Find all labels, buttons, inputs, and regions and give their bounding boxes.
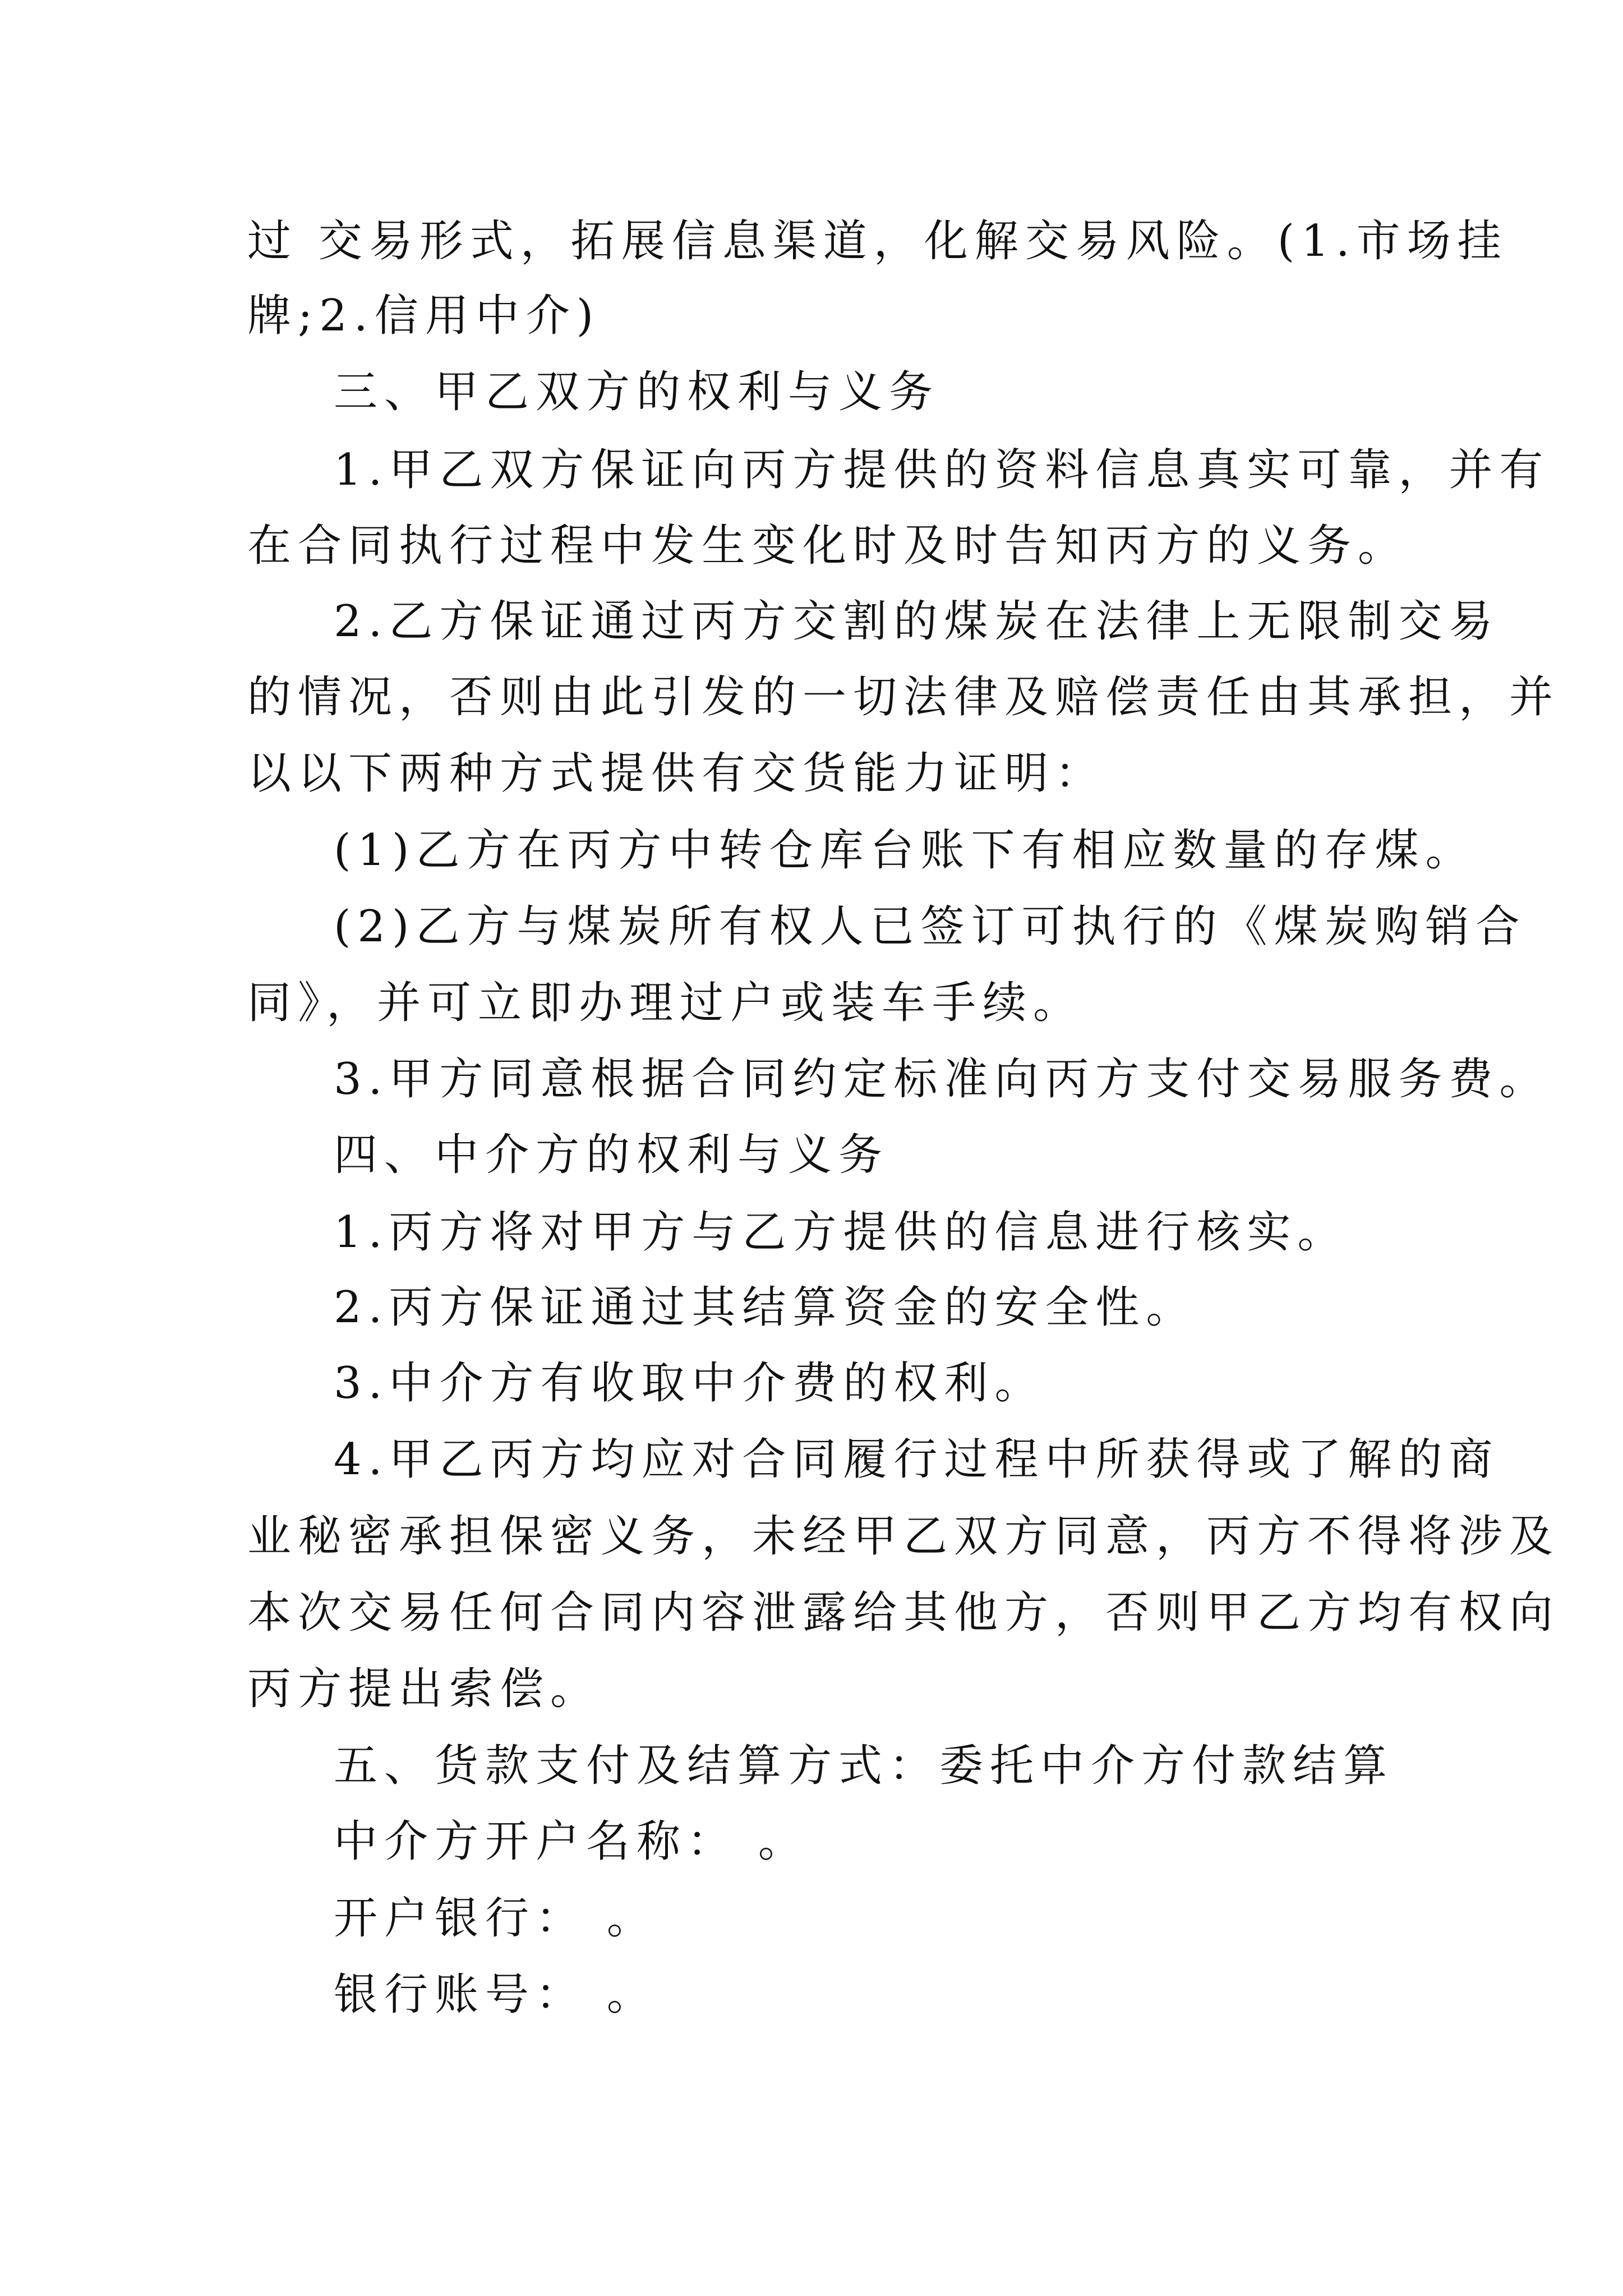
text-line: 过 交易形式，拓展信息渠道，化解交易风险。(1.市场挂 — [247, 216, 1508, 266]
section-heading: 四、中介方的权利与义务 — [334, 1130, 889, 1180]
text-line: 牌;2.信用中介) — [247, 291, 601, 341]
text-line: 2.乙方保证通过丙方交割的煤炭在法律上无限制交易 — [334, 596, 1500, 647]
text-line: (2)乙方与煤炭所有权人已签订可执行的《煤炭购销合 — [334, 901, 1527, 952]
text-line: 丙方提出索偿。 — [247, 1664, 601, 1714]
text-line: 1.甲乙双方保证向丙方提供的资料信息真实可靠，并有 — [334, 445, 1550, 495]
text-line: 的情况，否则由此引发的一切法律及赔偿责任由其承担，并 — [247, 672, 1560, 723]
text-line: 本次交易任何合同内容泄露给其他方，否则甲乙方均有权向 — [247, 1588, 1560, 1638]
text-line: 2.丙方保证通过其结算资金的安全性。 — [334, 1282, 1197, 1333]
text-line: 中介方开户名称： 。 — [334, 1816, 809, 1867]
section-heading: 五、货款支付及结算方式：委托中介方付款结算 — [334, 1741, 1394, 1791]
text-line: 开户银行： 。 — [334, 1893, 657, 1944]
text-line: 在合同执行过程中发生变化时及时告知丙方的义务。 — [247, 521, 1409, 571]
text-line: (1)乙方在丙方中转仓库台账下有相应数量的存煤。 — [334, 825, 1476, 876]
text-line: 以以下两种方式提供有交货能力证明： — [247, 748, 1106, 799]
text-line: 同》，并可立即办理过户或装车手续。 — [247, 978, 1084, 1028]
section-heading: 三、甲乙双方的权利与义务 — [334, 367, 940, 417]
text-line: 3.甲方同意根据合同约定标准向丙方支付交易服务费。 — [334, 1054, 1550, 1105]
text-line: 1.丙方将对甲方与乙方提供的信息进行核实。 — [334, 1207, 1348, 1258]
text-line: 银行账号： 。 — [334, 1970, 657, 2020]
text-line: 业秘密承担保密义务，未经甲乙双方同意，丙方不得将涉及 — [247, 1511, 1560, 1562]
text-line: 3.中介方有收取中介费的权利。 — [334, 1358, 1045, 1409]
text-line: 4.甲乙丙方均应对合同履行过程中所获得或了解的商 — [334, 1434, 1500, 1485]
